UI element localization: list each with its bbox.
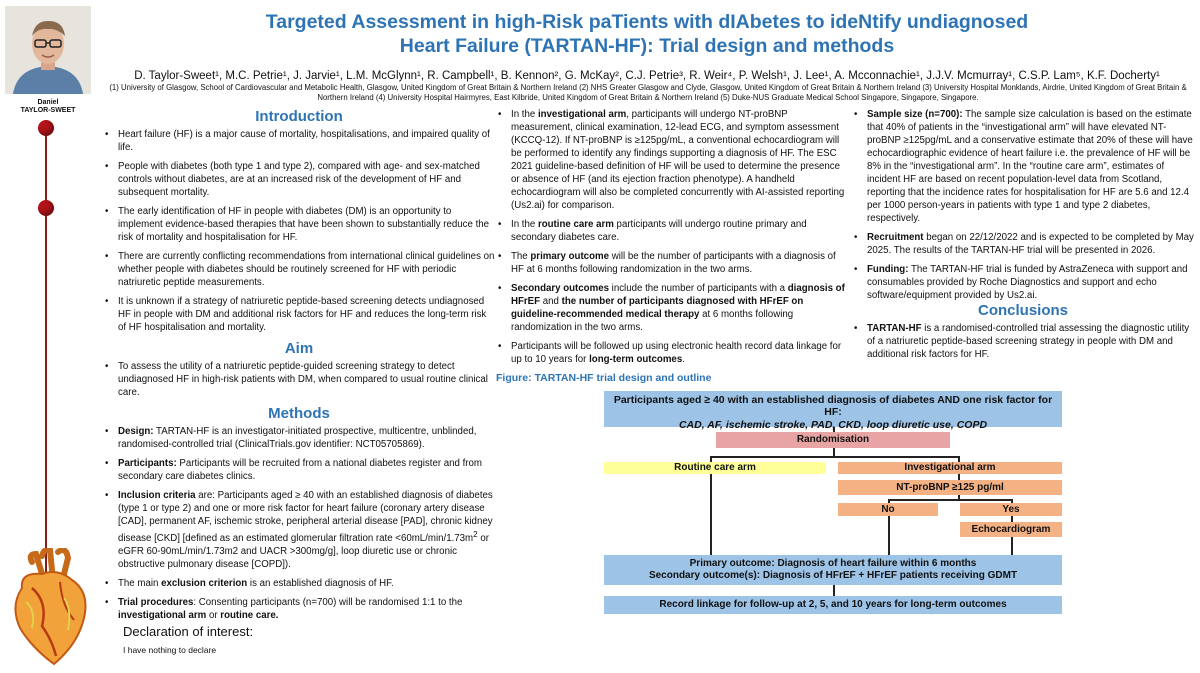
eligibility-line2: CAD, AF, ischemic stroke, PAD, CKD, loop diuretic use, COPD <box>678 419 988 431</box>
outcome-box <box>604 555 1062 585</box>
routine-arm-item <box>496 218 848 244</box>
list-item: • The early identification of HF in people with diabetes (DM) is an opportunity to implement evidence-based therapies that have been shown to substantially reduce the risk of mortality and hospitalisation for HF. <box>103 205 495 244</box>
secondary-text-a: include the number of participants with a <box>608 283 788 294</box>
routine-label: routine care arm <box>537 219 614 230</box>
timeline-dot-middle <box>38 200 54 216</box>
sample-text: The sample size calculation is based on the estimate that 40% of patients in the “investigational arm” will have elevated NT-proBNP ≥125pg/mL and a conservative estimate that 20% of these will have echocardiographic evidence of heart failure i.e. the prevalence of HF will be 8% in the “investigational arm”. In the “routine care arm”, estimates of incident HF are based on recent population-level data from Scotland, reporting that the incidence rates for hospitalisation for HF are 5.6 and 12.4 per 1000 person-years in patients with type 1 and type 2 diabetes, respectively. <box>867 109 1193 224</box>
connector <box>710 456 959 458</box>
connector <box>888 516 890 555</box>
participants-text: Participants will be recruited from a national diabetes register and from secondary care diabetes clinics. <box>118 458 482 482</box>
inclusion-label: Inclusion criteria <box>118 490 196 501</box>
procedures-arm1: investigational arm <box>118 610 207 622</box>
secondary-and: and <box>540 296 562 307</box>
connector <box>1011 537 1013 555</box>
concl-text: is a randomised-controlled trial assessing the diagnostic utility of a natriuretic peptide-based screening strategy in people with DM and additional risk factors for HF. <box>867 323 1190 360</box>
primary-label: primary outcome <box>530 251 609 262</box>
figure-caption: Figure: TARTAN-HF trial design and outline <box>496 372 712 384</box>
inclusion-text-a: are: Participants aged ≥ 40 with an established diagnosis of diabetes (type 1 or type 2) and one or more risk factor for heart failure (coronary artery disease [CAD], permanent AF, ischemic stroke, peripheral arterial disease [PAD], chronic kidney disease [CKD] [defined as an estimated glomerular filtration rate <60mL/min/1.73m <box>118 490 493 545</box>
presenter-portrait-icon <box>5 6 91 94</box>
secondary-bold-b: the number of participants diagnosed with HFrEF on guideline-recommended medical therapy <box>511 296 804 320</box>
inclusion-item <box>103 489 495 571</box>
no-box: No <box>838 503 938 516</box>
column-right <box>852 108 1194 367</box>
inv-text: , participants will undergo NT-proBNP measurement, clinical examination, 12-lead ECG, and symptom assessment (KCCQ-12). If NT-proBNP is ≥125pg/mL, a conventional echocardiogram will be performed to identify any findings supporting a diagnosis of HF. The ESC 2021 guideline-based definition of HF will be used to determine the presence or absence of HF (and its ejection fraction phenotype). A handheld echocardiogram will also be completed concurrently with AI-assisted reporting (Us2.ai) for comparison. <box>511 109 845 211</box>
aim-list <box>103 360 495 399</box>
introduction-list <box>103 128 495 334</box>
exclusion-pre: The main <box>118 578 162 590</box>
funding-label: Funding: <box>867 264 909 275</box>
connector <box>958 473 960 480</box>
inclusion-superscript: 2 <box>473 530 478 539</box>
introduction-heading: Introduction <box>255 108 343 125</box>
routine-text: participants will undergo routine primary and secondary diabetes care. <box>511 219 807 243</box>
outcome-line2: Secondary outcome(s): Diagnosis of HFrEF + HFrEF patients receiving GDMT <box>648 570 1018 581</box>
details-list <box>852 108 1194 302</box>
secondary-text-b: at 6 months following randomization in the two arms. <box>511 309 794 333</box>
procedures-or: or <box>206 610 221 622</box>
conclusions-list <box>852 322 1194 361</box>
outcome-line1: Primary outcome: Diagnosis of heart failure within 6 months <box>689 558 977 569</box>
conclusions-heading: Conclusions <box>977 302 1068 319</box>
list-item: • People with diabetes (both type 1 and type 2), compared with age- and sex-matched controls without diabetes, are at an increased risk of the development of HF and subsequent mortality. <box>103 160 495 199</box>
connector <box>710 473 712 555</box>
echocardiogram-box: Echocardiogram <box>960 522 1062 537</box>
list-item: • It is unknown if a strategy of natriuretic peptide-based screening detects undiagnosed HF in people with DM and additional risk factors for HF and reduces the long-term risk of HF hospitalisation and mortality. <box>103 295 495 334</box>
declaration-text: I have nothing to declare <box>123 645 217 655</box>
list-item: • There are currently conflicting recommendations from international clinical guidelines on whether people with diabetes should be routinely screened for HF with periodic natriuretic peptide measurements. <box>103 250 495 289</box>
funding-text: The TARTAN-HF trial is funded by AstraZeneca with support and consumables provided by Roche Diagnostics and support and echo software/equipment provided by Us2.ai. <box>867 264 1188 301</box>
procedures-item <box>103 596 495 622</box>
primary-outcome-item <box>496 250 848 276</box>
timeline-line <box>45 122 47 574</box>
presenter-first-name: Daniel <box>37 99 59 106</box>
list-item: • Heart failure (HF) is a major cause of mortality, hospitalisations, and impaired quality of life. <box>103 128 495 154</box>
yes-box: Yes <box>960 503 1062 516</box>
concl-label: TARTAN-HF <box>867 323 922 334</box>
followup-text: Participants will be followed up using electronic health record data linkage for up to 10 years for <box>511 341 842 365</box>
list-item: • To assess the utility of a natriuretic peptide-guided screening strategy to detect undiagnosed HF in high-risk patients with DM, when compared to usual routine clinical care. <box>103 360 495 399</box>
procedures-arm2: routine care. <box>220 610 279 622</box>
eligibility-box <box>604 391 1062 431</box>
conclusion-item <box>852 322 1194 361</box>
secondary-label: Secondary outcomes <box>511 283 609 294</box>
connector <box>833 585 835 596</box>
secondary-bold-a: diagnosis of HFrEF <box>511 283 845 307</box>
secondary-outcome-item <box>496 282 848 334</box>
procedures-text: : Consenting participants (n=700) will be randomised 1:1 to the <box>193 597 463 609</box>
design-item <box>103 425 495 451</box>
design-label: Design: <box>118 426 154 437</box>
methods-list <box>103 425 495 622</box>
aim-heading: Aim <box>284 340 314 357</box>
column-left <box>103 108 495 628</box>
recruit-text: began on 22/12/2022 and is expected to be completed by May 2025. The results of the TARTAN-HF trial will be presented in 2026. <box>867 232 1194 256</box>
sample-size-item <box>852 108 1194 225</box>
presenter-last-name: TAYLOR-SWEET <box>20 107 76 114</box>
followup-end: . <box>682 354 685 365</box>
procedures-label: Trial procedures <box>118 597 194 609</box>
trial-arms-list <box>496 108 848 366</box>
followup-item <box>496 340 848 366</box>
ntprobnp-box: NT-proBNP ≥125 pg/ml <box>838 480 1062 495</box>
funding-item <box>852 263 1194 302</box>
column-middle <box>496 108 848 385</box>
design-text: TARTAN-HF is an investigator-initiated prospective, multicentre, unblinded, randomised-controlled trial (ClinicalTrials.gov identifier: NCT05705869). <box>118 426 477 450</box>
inv-label: investigational arm <box>537 109 627 120</box>
methods-heading: Methods <box>268 405 330 422</box>
routine-arm-box: Routine care arm <box>604 462 826 474</box>
investigational-arm-box: Investigational arm <box>838 462 1062 474</box>
followup-label: long-term outcomes <box>589 354 683 365</box>
timeline-dot-top <box>38 120 54 136</box>
exclusion-item <box>103 577 495 590</box>
routine-pre: In the <box>511 219 538 230</box>
recruitment-item <box>852 231 1194 257</box>
connector <box>888 499 1012 501</box>
presenter-photo <box>5 6 91 94</box>
linkage-box: Record linkage for follow-up at 2, 5, and 10 years for long-term outcomes <box>604 596 1062 614</box>
participants-label: Participants: <box>118 458 177 469</box>
poster-title-line2: Heart Failure (TARTAN-HF): Trial design and methods <box>399 35 895 57</box>
anatomical-heart-icon <box>2 548 98 668</box>
poster-title-line1: Targeted Assessment in high-Risk paTients with dIAbetes to ideNtify undiagnosed <box>265 11 1029 33</box>
primary-text: will be the number of participants with a diagnosis of HF at 6 months following randomization in the two arms. <box>511 251 836 275</box>
exclusion-label: exclusion criterion <box>161 578 248 590</box>
investigational-arm-item <box>496 108 848 212</box>
eligibility-line1: Participants aged ≥ 40 with an established diagnosis of diabetes AND one risk factor for HF: <box>613 394 1053 418</box>
sample-label: Sample size (n=700): <box>867 109 963 120</box>
participants-item <box>103 457 495 483</box>
exclusion-text: is an established diagnosis of HF. <box>247 578 394 590</box>
author-list: D. Taylor-Sweet¹, M.C. Petrie¹, J. Jarvie¹, L.M. McGlynn¹, R. Campbell¹, B. Kennon², G. McKay², C.J. Petrie³, R. Weir⁴, P. Welsh¹, J. Lee¹, A. Mcconnachie¹, J.J.V. Mcmurray¹, C.S.P. Lam⁵, K.F. Docherty¹ <box>134 70 1160 82</box>
inclusion-text-b: or eGFR 60-90mL/min/1.73m2 and UACR >300mg/g], loop diuretic use or chronic obstructive pulmonary disease [COPD]). <box>118 533 489 571</box>
randomisation-box: Randomisation <box>716 432 950 448</box>
primary-pre: The <box>511 251 531 262</box>
recruit-label: Recruitment <box>867 232 924 243</box>
declaration-title: Declaration of interest: <box>123 624 254 639</box>
presenter-name <box>0 99 96 115</box>
inv-pre: In the <box>511 109 538 120</box>
trial-flowchart <box>600 389 1070 621</box>
affiliations: (1) University of Glasgow, School of Cardiovascular and Metabolic Health, Glasgow, United Kingdom of Great Britain & Northern Ireland (2) NHS Greater Glasgow and Clyde, Glasgow, United Kingdom of Great Britain & Northern Ireland (3) University Hospital Monklands, Airdrie, United Kingdom of Great Britain & Northern Ireland (4) University Hospital Hairmyres, East Kilbride, United Kingdom of Great Britain & Northern Ireland (5) Duke-NUS Graduate Medical School Singapore, Singapore, Singapore. <box>109 83 1187 102</box>
